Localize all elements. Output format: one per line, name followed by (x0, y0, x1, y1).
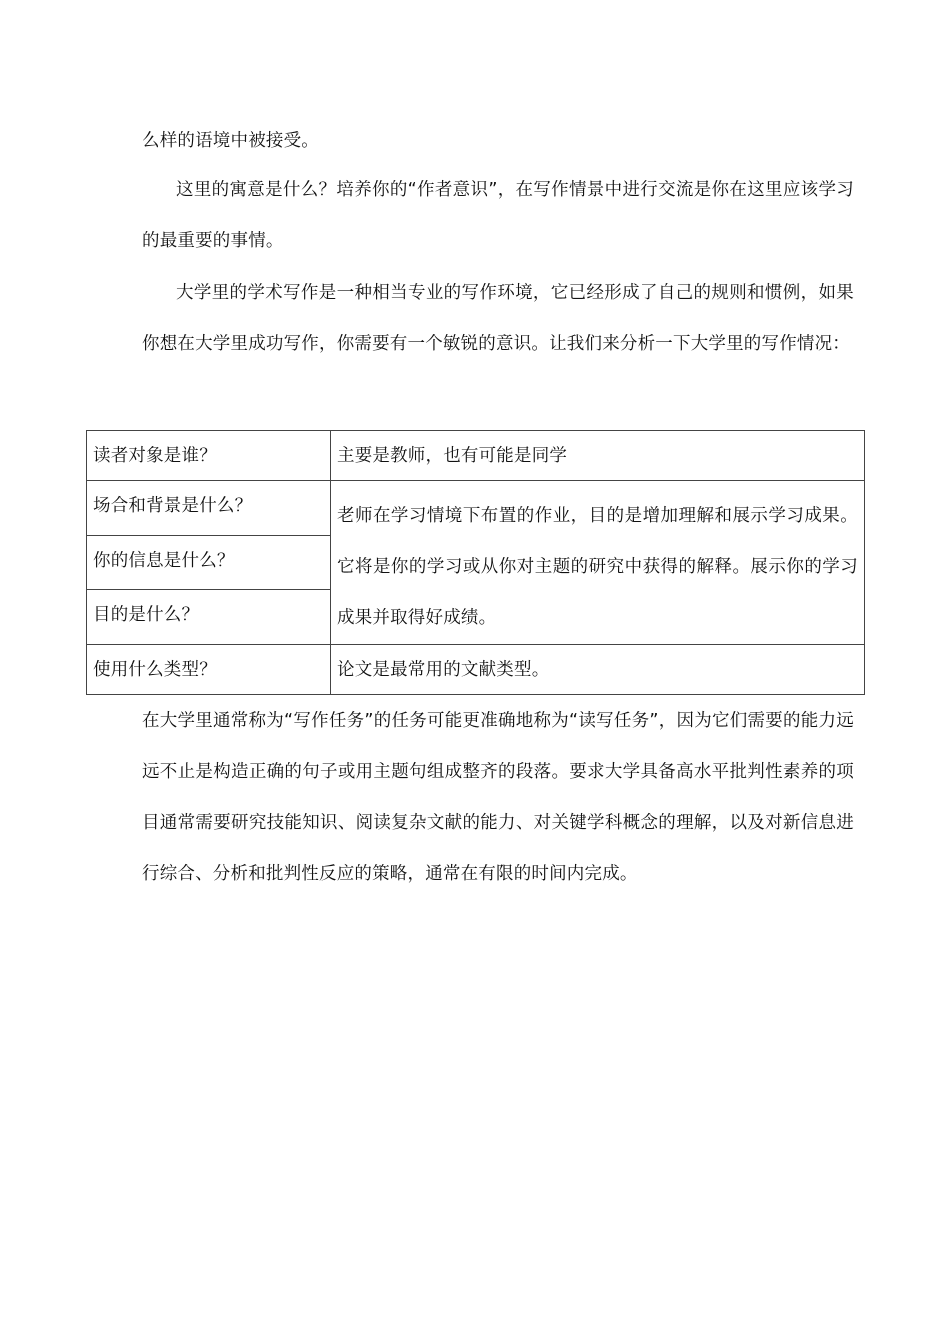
table-cell-question: 读者对象是谁？ (87, 431, 331, 481)
writing-situation-table (86, 430, 865, 695)
table-row (87, 481, 865, 536)
paragraph-academic-writing: 大学里的学术写作是一种相当专业的写作环境，它已经形成了自己的规则和惯例，如果你想在大学里成功写作，你需要有一个敏锐的意识。让我们来分析一下大学里的写作情况： (142, 283, 854, 354)
table-cell-answer: 论文是最常用的文献类型。 (331, 645, 865, 695)
table-cell-merged-answer: 老师在学习情境下布置的作业，目的是增加理解和展示学习成果。它将是你的学习或从你对主题的研究中获得的解释。展示你的学习成果并取得好成绩。 (331, 481, 865, 645)
table-cell-question: 使用什么类型？ (87, 645, 331, 695)
paragraph-reading-writing-tasks: 在大学里通常称为“写作任务”的任务可能更准确地称为“读写任务”，因为它们需要的能力远远不止是构造正确的句子或用主题句组成整齐的段落。要求大学具备高水平批判性素养的项目通常需要研究技能知识、阅读复杂文献的能力、对关键学科概念的理解，以及对新信息进行综合、分析和批判性反应的策略，通常在有限的时间内完成。 (142, 711, 854, 884)
table-cell-answer: 主要是教师，也有可能是同学 (331, 431, 865, 481)
table-row (87, 431, 865, 481)
table-cell-question: 你的信息是什么？ (87, 535, 331, 590)
paragraph-context-continuation: 么样的语境中被接受。 (142, 131, 319, 151)
table-row (87, 645, 865, 695)
paragraph-author-awareness: 这里的寓意是什么？培养你的“作者意识”，在写作情景中进行交流是你在这里应该学习的最重要的事情。 (142, 180, 854, 251)
table-cell-question: 目的是什么？ (87, 590, 331, 645)
table-cell-question: 场合和背景是什么？ (87, 481, 331, 536)
